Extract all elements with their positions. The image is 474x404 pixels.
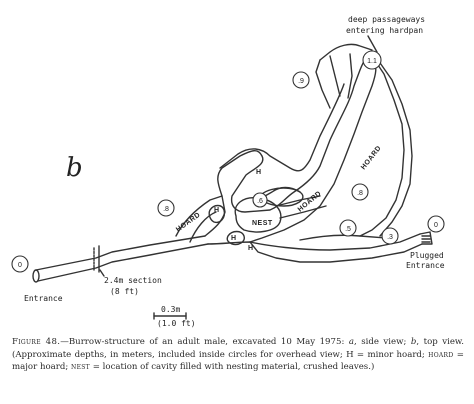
caption-text-5: = location of cavity filled with nesting material, crushed leaves.) xyxy=(89,362,375,372)
hoard-label-right: HOARD xyxy=(360,144,383,172)
minor-hoard-label-3: H xyxy=(231,235,237,242)
depth-marker-plugged xyxy=(428,216,444,232)
depth-marker-5 xyxy=(340,220,356,236)
caption-a: a xyxy=(348,337,354,347)
entrance-label: Entrance xyxy=(24,294,63,303)
deep-passageways-label-line1: deep passageways xyxy=(348,15,426,24)
hoard-label-center: HOARD xyxy=(296,190,323,214)
svg-text:.5: .5 xyxy=(345,226,351,233)
plugged-entrance-label-line2: Entrance xyxy=(406,261,445,270)
scale-label-line2: (1.0 ft) xyxy=(157,319,196,328)
depth-marker-8-right xyxy=(352,184,368,200)
svg-text:1.1: 1.1 xyxy=(367,58,377,65)
depth-marker-9 xyxy=(293,72,309,88)
caption-nest-term: nest xyxy=(71,362,90,372)
depth-marker-1-1 xyxy=(363,51,381,69)
scale-bar xyxy=(154,305,196,328)
caption-hoard-term: hoard xyxy=(428,349,454,360)
caption-figure-number: Figure 48. xyxy=(12,337,61,347)
depth-marker-6 xyxy=(253,193,267,207)
svg-text:.9: .9 xyxy=(298,78,304,85)
svg-text:.8: .8 xyxy=(357,190,363,197)
svg-text:.6: .6 xyxy=(257,198,263,205)
section-label-line2: (8 ft) xyxy=(110,287,139,296)
caption-text-1: —Burrow-structure of an adult male, excavated 10 May 1975: xyxy=(60,337,349,347)
caption-b: b xyxy=(410,337,417,347)
svg-text:.3: .3 xyxy=(387,234,393,241)
hoard-label-left: HOARD xyxy=(175,211,202,234)
caption-text-2: , side view; xyxy=(353,337,411,347)
svg-text:0: 0 xyxy=(18,262,22,269)
caption-text-4: = major hoard; xyxy=(12,349,465,372)
plugged-entrance-label-line1: Plugged xyxy=(410,251,444,260)
caption-text-3: , top view. (Approximate depths, in meters, included inside circles for overhead view; H = minor hoard; xyxy=(12,337,464,360)
deep-passageways-label-line2: entering hardpan xyxy=(346,26,424,35)
depth-marker-8-left xyxy=(158,200,174,216)
panel-letter: b xyxy=(66,153,83,183)
depth-marker-3 xyxy=(382,228,398,244)
nest-label: NEST xyxy=(252,220,273,227)
svg-text:0: 0 xyxy=(434,222,438,229)
svg-text:.8: .8 xyxy=(163,206,169,213)
figure-caption xyxy=(12,336,464,374)
section-label-line1: 2.4m section xyxy=(104,276,162,285)
scale-label-line1: 0.3m xyxy=(161,305,181,314)
minor-hoard-label-2: H xyxy=(214,207,220,214)
minor-hoard-label-1: H xyxy=(256,169,262,176)
depth-marker-entrance xyxy=(12,256,28,272)
minor-hoard-label-4: H xyxy=(248,245,254,252)
